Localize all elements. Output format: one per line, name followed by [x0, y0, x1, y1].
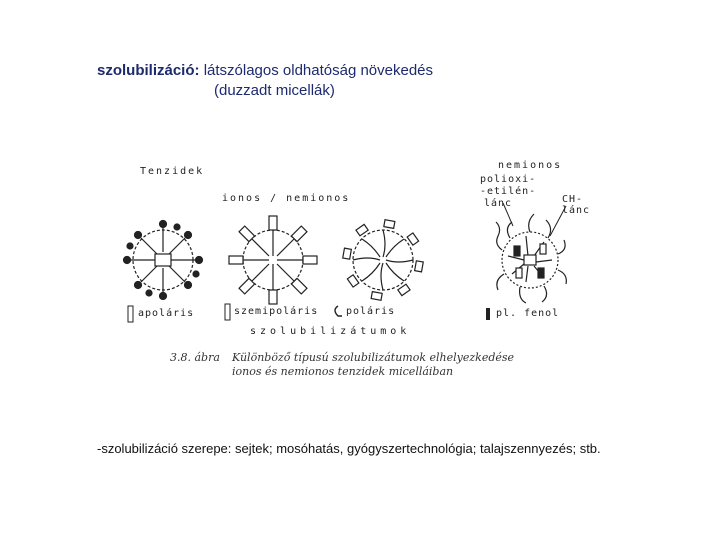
- caption-number: 3.8. ábra: [170, 351, 220, 364]
- polioxi-label-2: -etilén-: [480, 186, 537, 197]
- micelle-nonionic: [496, 214, 566, 303]
- title-definition: látszólagos oldhatóság növekedés: [203, 62, 434, 79]
- polioxi-label-1: polioxi-: [480, 174, 537, 185]
- nemionos-label: nemionos: [498, 160, 563, 171]
- title-term: szolubilizáció:: [97, 62, 200, 79]
- caption-line2: ionos és nemionos tenzidek micelláiban: [232, 365, 454, 378]
- ionos-nemionos-label: ionos / nemionos: [222, 193, 351, 204]
- micelle-semipolar: [229, 216, 317, 304]
- polaris-label: poláris: [346, 306, 396, 317]
- apolar-symbol: [128, 306, 133, 322]
- semipolar-symbol: [225, 304, 230, 320]
- micelle-apolar: [124, 221, 203, 300]
- footer-text: -szolubilizáció szerepe: sejtek; mosóhatás, gyógyszertechnológia; talajszennyezés; stb.: [97, 441, 601, 456]
- fenol-label: pl. fenol: [496, 308, 560, 319]
- micelle-polar: [343, 220, 424, 301]
- title-subtitle: (duzzadt micellák): [214, 82, 335, 99]
- phenol-symbol: [486, 308, 490, 320]
- tenzidek-label: Tenzidek: [140, 166, 205, 177]
- caption-line1: Különböző típusú szolubilizátumok elhelyezkedése: [232, 351, 515, 364]
- szemipolaris-label: szemipoláris: [234, 306, 319, 317]
- szolubilizatumok-label: szolubilizátumok: [250, 326, 411, 337]
- micelle-figure: [118, 148, 598, 383]
- slide-title: [97, 62, 433, 79]
- polar-symbol: [335, 306, 342, 316]
- ch-label: CH-lánc: [562, 194, 591, 216]
- apolaris-label: apoláris: [138, 308, 195, 319]
- polioxi-label-3: lánc: [484, 198, 513, 209]
